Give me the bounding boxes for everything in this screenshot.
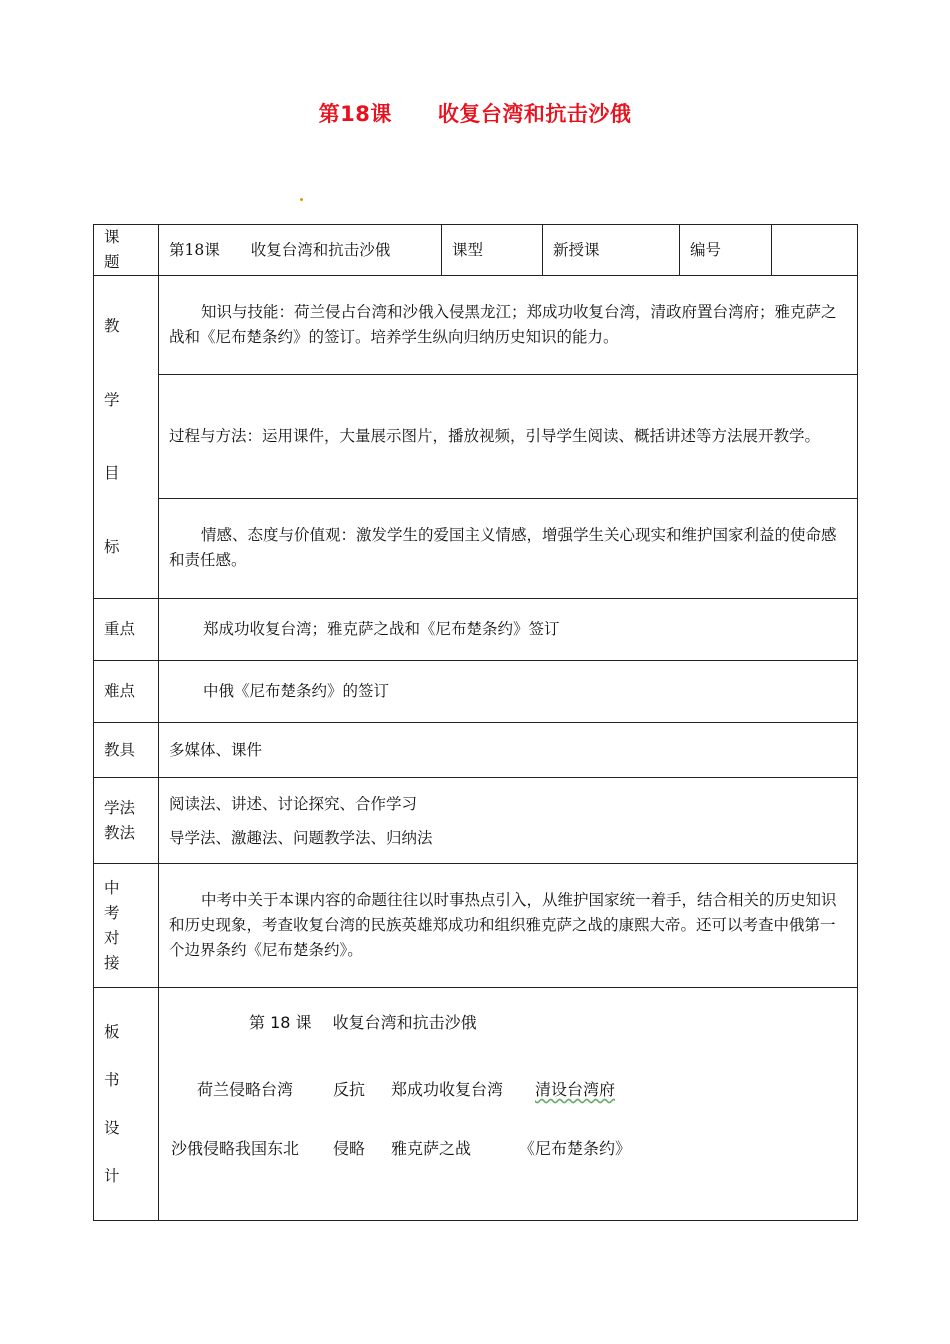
key-row [94, 599, 858, 661]
goal-process-row [94, 375, 858, 498]
lesson-plan-table [93, 224, 858, 1221]
goal-knowledge-row [94, 276, 858, 375]
lesson-number: 第18课 [318, 102, 392, 126]
type-value: 新授课 [543, 225, 680, 276]
board-content [159, 988, 858, 1221]
board-row [94, 988, 858, 1221]
goal-emotion: 情感、态度与价值观：激发学生的爱国主义情感，增强学生关心现实和维护国家利益的使命感和责任感。 [159, 498, 858, 598]
methods-value [159, 778, 858, 864]
type-label: 课型 [442, 225, 543, 276]
topic-value: 第18课 收复台湾和抗击沙俄 [159, 225, 442, 276]
topic-label: 课 题 [94, 225, 159, 276]
tools-value: 多媒体、课件 [159, 723, 858, 778]
methods-row [94, 778, 858, 864]
tools-label: 教具 [94, 723, 159, 778]
methods-study: 阅读法、讲述、讨论探究、合作学习 [169, 794, 418, 813]
board-label: 板 书 设 计 [94, 988, 159, 1221]
topic-row [94, 225, 858, 276]
goal-process: 过程与方法：运用课件，大量展示图片，播放视频，引导学生阅读、概括讲述等方法展开教学。 [159, 375, 858, 498]
page-title [0, 98, 950, 128]
exam-value: 中考中关于本课内容的命题往往以时事热点引入，从维护国家统一着手，结合相关的历史知识和历史现象，考查收复台湾的民族英雄郑成功和组织雅克萨之战的康熙大帝。还可以考查中俄第一个边界条约《尼布楚条约》。 [159, 864, 858, 988]
number-value [772, 225, 858, 276]
goal-emotion-row [94, 498, 858, 598]
exam-row [94, 864, 858, 988]
number-label: 编号 [680, 225, 772, 276]
key-value: 郑成功收复台湾；雅克萨之战和《尼布楚条约》签订 [159, 599, 858, 661]
difficult-label: 难点 [94, 661, 159, 723]
board-line-1: 荷兰侵略台湾 反抗 郑成功收复台湾 清设台湾府 [197, 1080, 616, 1099]
methods-label: 学法 教法 [94, 778, 159, 864]
difficult-value: 中俄《尼布楚条约》的签订 [159, 661, 858, 723]
tools-row [94, 723, 858, 778]
board-line-2: 沙俄侵略我国东北 侵略 雅克萨之战 《尼布楚条约》 [171, 1139, 632, 1158]
difficult-row [94, 661, 858, 723]
goals-label: 教 学 目 标 [94, 276, 159, 599]
key-label: 重点 [94, 599, 159, 661]
goal-knowledge: 知识与技能：荷兰侵占台湾和沙俄入侵黑龙江；郑成功收复台湾，清政府置台湾府；雅克萨之战和《尼布楚条约》的签订。培养学生纵向归纳历史知识的能力。 [159, 276, 858, 375]
lesson-name: 收复台湾和抗击沙俄 [437, 102, 632, 126]
exam-label: 中 考 对 接 [94, 864, 159, 988]
methods-teach: 导学法、激趣法、问题教学法、归纳法 [169, 828, 433, 847]
decorative-dot [300, 198, 303, 201]
board-title: 第 18 课 收复台湾和抗击沙俄 [249, 1013, 477, 1032]
